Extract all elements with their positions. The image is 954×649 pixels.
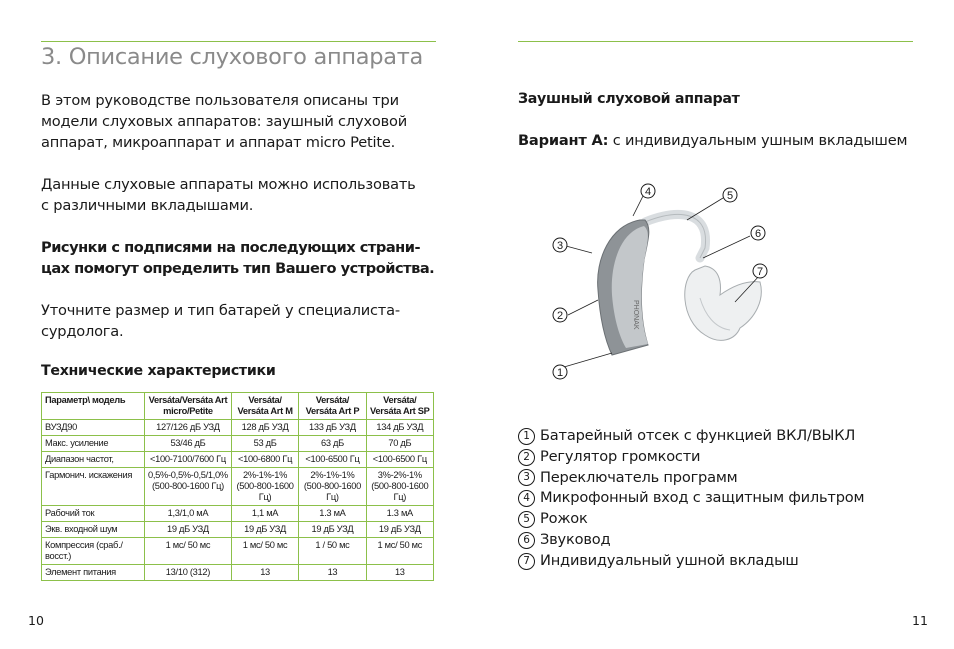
table-cell: 1 / 50 мс: [299, 538, 366, 565]
table-cell: Рабочий ток: [42, 506, 145, 522]
table-row: [42, 468, 434, 506]
table-cell: Экв. входной шум: [42, 522, 145, 538]
hearing-aid-figure: [540, 170, 800, 390]
table-row: [42, 420, 434, 436]
table-cell: 128 дБ УЗД: [231, 420, 298, 436]
table-cell: 134 дБ УЗД: [366, 420, 433, 436]
table-cell: 63 дБ: [299, 436, 366, 452]
table-cell: 13/10 (312): [145, 565, 232, 581]
header-cell: Versáta/ Versáta Art SP: [366, 393, 433, 420]
callout-7: 7: [756, 266, 764, 278]
variant-label: Вариант А:: [518, 132, 609, 149]
table-row: [42, 565, 434, 581]
inserts-paragraph: Данные слуховые аппараты можно использовать с различными вкладышами.: [41, 176, 416, 214]
table-row: [42, 506, 434, 522]
table-cell: 2%-1%-1% (500-800-1600 Гц): [299, 468, 366, 506]
table-cell: 13: [299, 565, 366, 581]
table-cell: 1.3 мА: [299, 506, 366, 522]
table-cell: 19 дБ УЗД: [231, 522, 298, 538]
table-cell: Гармонич. искажения: [42, 468, 145, 506]
battery-paragraph: Уточните размер и тип батарей у специалиста- сурдолога.: [41, 302, 400, 340]
legend-item: 2 Регулятор громкости: [518, 447, 864, 468]
table-cell: 0,5%-0,5%-0,5/1,0% (500-800-1600 Гц): [145, 468, 232, 506]
table-row: [42, 452, 434, 468]
legend-item: 7 Индивидуальный ушной вкладыш: [518, 551, 864, 572]
callout-3: 3: [556, 240, 564, 252]
table-cell: 70 дБ: [366, 436, 433, 452]
table-cell: Элемент питания: [42, 565, 145, 581]
table-header-row: [42, 393, 434, 420]
header-cell: Versáta/Versáta Art micro/Petite: [145, 393, 232, 420]
table-cell: <100-7100/7600 Гц: [145, 452, 232, 468]
number-circle-icon: 4: [518, 490, 535, 507]
table-row: [42, 522, 434, 538]
table-cell: 2%-1%-1% (500-800-1600 Гц): [231, 468, 298, 506]
specs-table: [41, 392, 434, 581]
number-circle-icon: 1: [518, 428, 535, 445]
figures-note-paragraph: Рисунки с подписями на последующих страни- цах помогут определить тип Вашего устройства.: [41, 239, 435, 277]
table-cell: <100-6500 Гц: [299, 452, 366, 468]
specs-heading: Технические характеристики: [41, 363, 276, 379]
page-title: 3. Описание слухового аппарата: [41, 44, 424, 70]
legend-item: 5 Рожок: [518, 509, 864, 530]
table-cell: 133 дБ УЗД: [299, 420, 366, 436]
page-number-left: 10: [28, 613, 44, 628]
top-rule-left: [41, 41, 436, 42]
number-circle-icon: 3: [518, 469, 535, 486]
intro-paragraph: В этом руководстве пользователя описаны три модели слуховых аппаратов: заушный слуховой аппарат, микроаппарат и аппарат micro Petite.: [41, 92, 408, 151]
legend-item: 1 Батарейный отсек с функцией ВКЛ/ВЫКЛ: [518, 426, 864, 447]
number-circle-icon: 7: [518, 553, 535, 570]
legend-item: 6 Звуковод: [518, 530, 864, 551]
table-cell: 3%-2%-1% (500-800-1600 Гц): [366, 468, 433, 506]
number-circle-icon: 6: [518, 532, 535, 549]
table-cell: Диапазон частот,: [42, 452, 145, 468]
table-row: [42, 538, 434, 565]
table-cell: 19 дБ УЗД: [366, 522, 433, 538]
callout-4: 4: [644, 186, 652, 198]
hearing-aid-illustration: [540, 170, 800, 390]
callout-1: 1: [556, 367, 564, 379]
table-cell: 1 мс/ 50 мс: [366, 538, 433, 565]
number-circle-icon: 2: [518, 449, 535, 466]
table-cell: 1.3 мА: [366, 506, 433, 522]
parts-legend: [518, 426, 864, 572]
brand-label: PHONAK: [632, 300, 639, 330]
table-cell: 53/46 дБ: [145, 436, 232, 452]
table-cell: 53 дБ: [231, 436, 298, 452]
top-rule-right: [518, 41, 913, 42]
table-cell: Компрессия (сраб./восст.): [42, 538, 145, 565]
header-cell: Versáta/ Versáta Art P: [299, 393, 366, 420]
table-cell: 1,3/1,0 мА: [145, 506, 232, 522]
table-cell: 13: [366, 565, 433, 581]
legend-item: 4 Микрофонный вход с защитным фильтром: [518, 488, 864, 509]
table-cell: <100-6800 Гц: [231, 452, 298, 468]
variant-text: с индивидуальным ушным вкладышем: [608, 132, 908, 149]
table-cell: 1,1 мА: [231, 506, 298, 522]
table-cell: 19 дБ УЗД: [299, 522, 366, 538]
table-cell: <100-6500 Гц: [366, 452, 433, 468]
table-cell: 1 мс/ 50 мс: [231, 538, 298, 565]
callout-5: 5: [726, 190, 734, 202]
table-cell: 19 дБ УЗД: [145, 522, 232, 538]
table-cell: ВУЗД90: [42, 420, 145, 436]
page-number-right: 11: [912, 613, 928, 628]
header-cell: Параметр\ модель: [42, 393, 145, 420]
callout-6: 6: [754, 228, 762, 240]
table-cell: Макс. усиление: [42, 436, 145, 452]
legend-item: 3 Переключатель программ: [518, 468, 864, 489]
table-cell: 1 мс/ 50 мс: [145, 538, 232, 565]
header-cell: Versáta/ Versáta Art M: [231, 393, 298, 420]
table-cell: 127/126 дБ УЗД: [145, 420, 232, 436]
number-circle-icon: 5: [518, 511, 535, 528]
table-cell: 13: [231, 565, 298, 581]
section-heading: Заушный слуховой аппарат: [518, 91, 740, 107]
variant-line: [518, 132, 907, 149]
callout-2: 2: [556, 310, 564, 322]
table-row: [42, 436, 434, 452]
